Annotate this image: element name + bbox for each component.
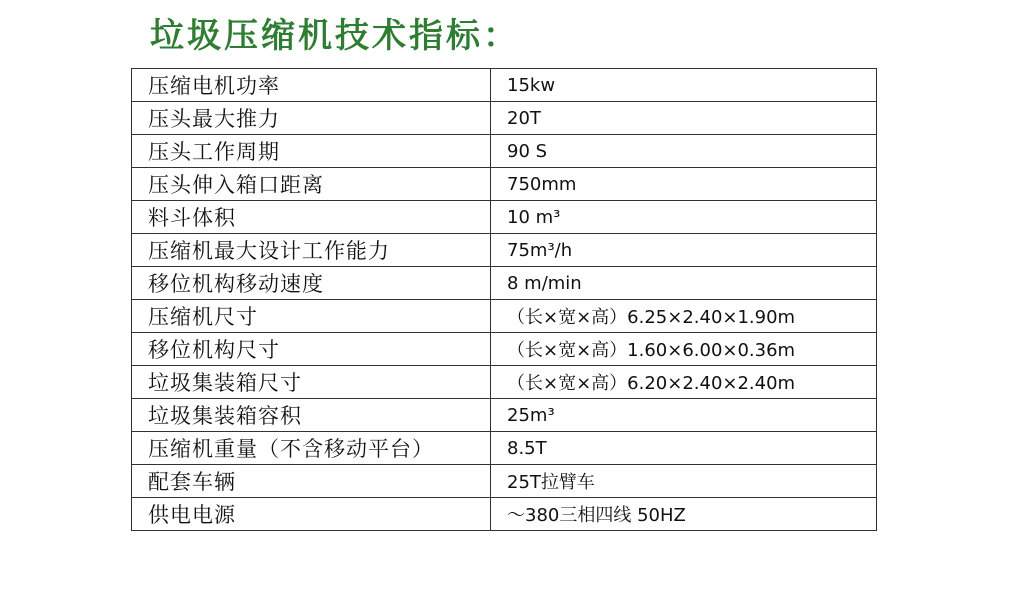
- spec-value: （长×宽×高）6.25×2.40×1.90m: [491, 300, 877, 333]
- spec-value: 90 S: [491, 135, 877, 168]
- table-row: [132, 267, 877, 300]
- table-row: [132, 168, 877, 201]
- spec-label: 压缩机重量（不含移动平台）: [132, 432, 491, 465]
- table-row: [132, 465, 877, 498]
- spec-value: 20T: [491, 102, 877, 135]
- table-row: [132, 300, 877, 333]
- spec-value: 8.5T: [491, 432, 877, 465]
- spec-value: 25m³: [491, 399, 877, 432]
- page-title: 垃圾压缩机技术指标：: [150, 16, 520, 56]
- spec-value: 750mm: [491, 168, 877, 201]
- table-row: [132, 432, 877, 465]
- table-row: [132, 399, 877, 432]
- table-row: [132, 366, 877, 399]
- spec-label: 供电电源: [132, 498, 491, 531]
- table-row: [132, 234, 877, 267]
- spec-label: 压头最大推力: [132, 102, 491, 135]
- table-row: [132, 201, 877, 234]
- spec-label: 料斗体积: [132, 201, 491, 234]
- spec-value: 15kw: [491, 69, 877, 102]
- table-row: [132, 135, 877, 168]
- spec-label: 移位机构尺寸: [132, 333, 491, 366]
- spec-table: [131, 68, 877, 531]
- spec-label: 压缩电机功率: [132, 69, 491, 102]
- spec-value: 10 m³: [491, 201, 877, 234]
- spec-label: 压缩机尺寸: [132, 300, 491, 333]
- table-row: [132, 69, 877, 102]
- spec-label: 压头伸入箱口距离: [132, 168, 491, 201]
- spec-label: 压头工作周期: [132, 135, 491, 168]
- spec-value: 8 m/min: [491, 267, 877, 300]
- spec-value: （长×宽×高）1.60×6.00×0.36m: [491, 333, 877, 366]
- spec-value: （长×宽×高）6.20×2.40×2.40m: [491, 366, 877, 399]
- table-row: [132, 498, 877, 531]
- table-row: [132, 333, 877, 366]
- spec-value: 75m³/h: [491, 234, 877, 267]
- spec-table-body: [132, 69, 877, 531]
- spec-label: 移位机构移动速度: [132, 267, 491, 300]
- spec-label: 压缩机最大设计工作能力: [132, 234, 491, 267]
- spec-value: ～380三相四线 50HZ: [491, 498, 877, 531]
- table-row: [132, 102, 877, 135]
- spec-value: 25T拉臂车: [491, 465, 877, 498]
- spec-label: 垃圾集装箱尺寸: [132, 366, 491, 399]
- spec-label: 配套车辆: [132, 465, 491, 498]
- spec-label: 垃圾集装箱容积: [132, 399, 491, 432]
